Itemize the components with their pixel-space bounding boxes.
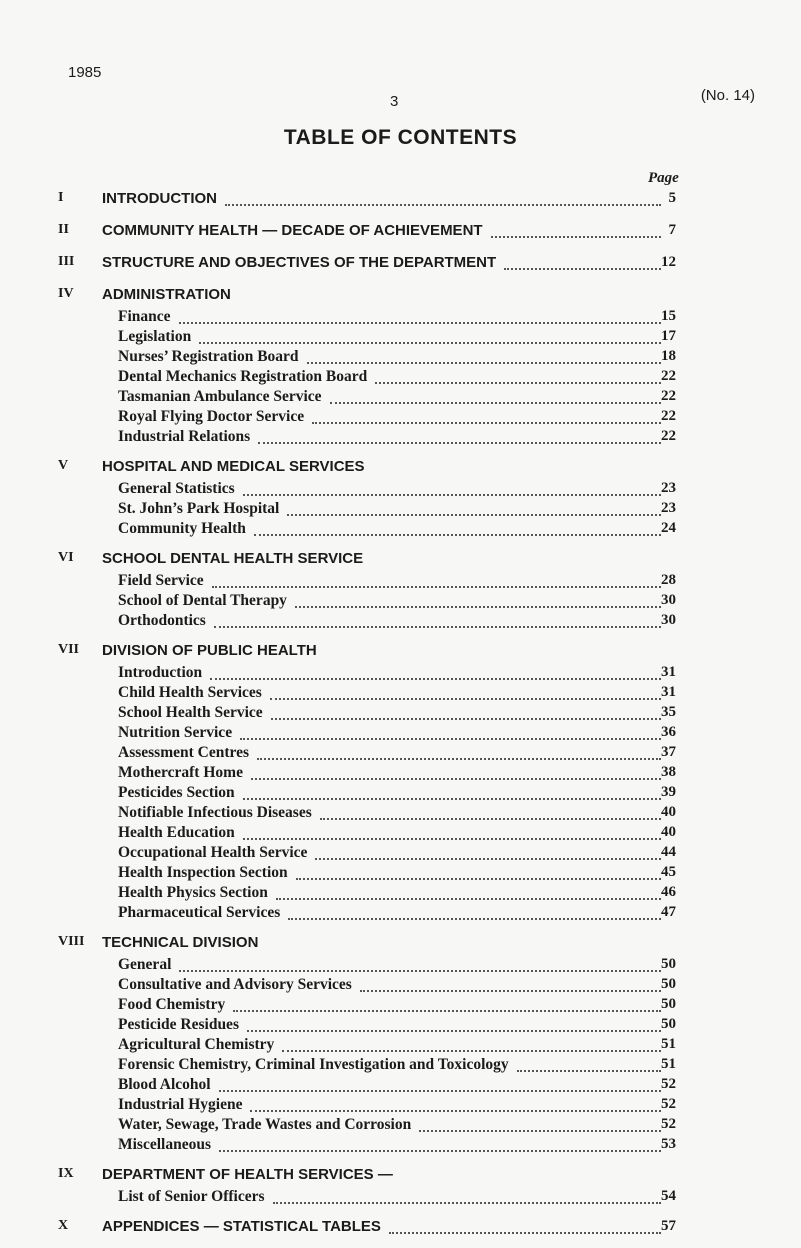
toc-entry-label: Nutrition Service <box>118 724 233 741</box>
toc-entry-page-number: 23 <box>661 500 676 516</box>
dot-leader <box>233 1009 661 1012</box>
toc-entry[interactable] <box>0 974 801 994</box>
dot-leader <box>320 817 661 820</box>
toc-entry-page-number: 31 <box>661 664 676 680</box>
toc-entry-page-number: 24 <box>661 520 676 536</box>
toc-entry-label: Health Inspection Section <box>118 864 288 881</box>
dot-leader <box>419 1129 661 1132</box>
dot-leader <box>312 421 661 424</box>
toc-entry-label: Consultative and Advisory Services <box>118 976 352 993</box>
toc-entry-label: Pesticide Residues <box>118 1016 239 1033</box>
page-number: 3 <box>390 93 399 110</box>
toc-entry[interactable] <box>0 570 801 590</box>
toc-section <box>0 1164 801 1206</box>
toc-entry-page-number: 30 <box>661 592 676 608</box>
toc-entry-page-number: 54 <box>661 1188 676 1204</box>
toc-entry[interactable] <box>0 902 801 922</box>
dot-leader <box>219 1149 661 1152</box>
toc-section-heading[interactable] <box>0 1216 801 1238</box>
dot-leader <box>296 877 661 880</box>
section-numeral: III <box>58 254 75 269</box>
section-title: APPENDICES — STATISTICAL TABLES <box>102 1218 381 1235</box>
toc-entry[interactable] <box>0 1114 801 1134</box>
dot-leader <box>247 1029 661 1032</box>
section-numeral: IV <box>58 286 74 301</box>
toc-entry[interactable] <box>0 1094 801 1114</box>
toc-section-heading[interactable] <box>0 188 801 210</box>
page-title: TABLE OF CONTENTS <box>283 126 518 149</box>
toc-entry-page-number: 15 <box>661 308 676 324</box>
section-page-number: 12 <box>661 254 676 270</box>
section-numeral: II <box>58 222 69 237</box>
toc-entry-page-number: 50 <box>661 976 676 992</box>
dot-leader <box>219 1089 661 1092</box>
section-numeral: IX <box>58 1166 74 1181</box>
toc-entry[interactable] <box>0 782 801 802</box>
toc-entry[interactable] <box>0 386 801 406</box>
toc-entry[interactable] <box>0 862 801 882</box>
toc-entry-label: Community Health <box>118 520 246 537</box>
toc-entry[interactable] <box>0 306 801 326</box>
dot-leader <box>212 585 661 588</box>
toc-entry-page-number: 37 <box>661 744 676 760</box>
toc-entry-label: Forensic Chemistry, Criminal Investigation and Toxicology <box>118 1056 509 1073</box>
toc-entry[interactable] <box>0 326 801 346</box>
section-page-number: 57 <box>661 1218 676 1234</box>
section-numeral: VI <box>58 550 74 565</box>
toc-entry-label: Finance <box>118 308 171 325</box>
toc-entry[interactable] <box>0 682 801 702</box>
toc-entry-label: Occupational Health Service <box>118 844 308 861</box>
dot-leader <box>517 1069 661 1072</box>
section-title: INTRODUCTION <box>102 190 217 207</box>
toc-entry-label: Health Education <box>118 824 235 841</box>
toc-entry-page-number: 51 <box>661 1036 676 1052</box>
dot-leader <box>307 361 661 364</box>
toc-entry-label: Notifiable Infectious Diseases <box>118 804 312 821</box>
section-title: SCHOOL DENTAL HEALTH SERVICE <box>102 550 364 567</box>
toc-entry-label: Miscellaneous <box>118 1136 211 1153</box>
dot-leader <box>271 717 661 720</box>
dot-leader <box>243 493 661 496</box>
dot-leader <box>251 777 661 780</box>
toc-section <box>0 456 801 538</box>
toc-entry-label: St. John’s Park Hospital <box>118 500 280 517</box>
dot-leader <box>330 401 661 404</box>
toc-entry-label: Tasmanian Ambulance Service <box>118 388 322 405</box>
toc-entry-page-number: 40 <box>661 804 676 820</box>
toc-entry-page-number: 18 <box>661 348 676 364</box>
toc-section <box>0 1216 801 1238</box>
toc-entry-page-number: 39 <box>661 784 676 800</box>
toc-entry-page-number: 23 <box>661 480 676 496</box>
table-of-contents <box>0 188 801 1248</box>
toc-entry[interactable] <box>0 1186 801 1206</box>
dot-leader <box>254 533 661 536</box>
dot-leader <box>179 321 661 324</box>
toc-entry-page-number: 46 <box>661 884 676 900</box>
toc-entry-label: Nurses’ Registration Board <box>118 348 299 365</box>
dot-leader <box>243 837 661 840</box>
toc-entry-label: Industrial Hygiene <box>118 1096 243 1113</box>
toc-entry[interactable] <box>0 662 801 682</box>
toc-entry[interactable] <box>0 590 801 610</box>
toc-entry-page-number: 47 <box>661 904 676 920</box>
dot-leader <box>491 235 661 238</box>
dot-leader <box>210 677 661 680</box>
toc-entry-label: Introduction <box>118 664 203 681</box>
toc-entry-label: Pesticides Section <box>118 784 235 801</box>
section-title: STRUCTURE AND OBJECTIVES OF THE DEPARTMENT <box>102 254 497 271</box>
toc-entry[interactable] <box>0 1074 801 1094</box>
toc-entry-page-number: 22 <box>661 368 676 384</box>
toc-entry-page-number: 50 <box>661 956 676 972</box>
toc-entry-label: Blood Alcohol <box>118 1076 211 1093</box>
toc-section-heading[interactable] <box>0 220 801 242</box>
toc-section <box>0 284 801 446</box>
dot-leader <box>282 1049 661 1052</box>
toc-entry-label: Assessment Centres <box>118 744 250 761</box>
section-page-number: 7 <box>668 222 676 238</box>
dot-leader <box>389 1231 661 1234</box>
dot-leader <box>214 625 661 628</box>
toc-entry[interactable] <box>0 1034 801 1054</box>
toc-entry-page-number: 17 <box>661 328 676 344</box>
toc-entry-label: Field Service <box>118 572 204 589</box>
toc-entry-label: Legislation <box>118 328 192 345</box>
toc-entry[interactable] <box>0 1054 801 1074</box>
dot-leader <box>315 857 661 860</box>
toc-entry-page-number: 52 <box>661 1076 676 1092</box>
toc-section <box>0 220 801 242</box>
toc-entry[interactable] <box>0 954 801 974</box>
toc-entry-page-number: 50 <box>661 1016 676 1032</box>
toc-entry[interactable] <box>0 406 801 426</box>
toc-entry-label: Water, Sewage, Trade Wastes and Corrosion <box>118 1116 412 1133</box>
toc-section-heading[interactable] <box>0 1164 801 1186</box>
toc-entry-page-number: 28 <box>661 572 676 588</box>
toc-entry[interactable] <box>0 478 801 498</box>
dot-leader <box>258 441 661 444</box>
toc-entry[interactable] <box>0 742 801 762</box>
toc-entry-page-number: 22 <box>661 428 676 444</box>
toc-entry-page-number: 31 <box>661 684 676 700</box>
toc-section-heading[interactable] <box>0 640 801 662</box>
toc-entry-label: Agricultural Chemistry <box>118 1036 275 1053</box>
toc-entry-page-number: 53 <box>661 1136 676 1152</box>
toc-entry-label: Royal Flying Doctor Service <box>118 408 305 425</box>
toc-entry[interactable] <box>0 702 801 722</box>
dot-leader <box>240 737 661 740</box>
toc-section <box>0 548 801 630</box>
document-year: 1985 <box>68 64 102 81</box>
section-title: COMMUNITY HEALTH — DECADE OF ACHIEVEMENT <box>102 222 483 239</box>
toc-section <box>0 188 801 210</box>
toc-entry[interactable] <box>0 882 801 902</box>
section-numeral: V <box>58 458 69 473</box>
toc-entry-page-number: 35 <box>661 704 676 720</box>
toc-section <box>0 252 801 274</box>
toc-entry-label: General <box>118 956 172 973</box>
toc-entry-label: School of Dental Therapy <box>118 592 287 609</box>
page-column-label: Page <box>648 170 679 186</box>
dot-leader <box>375 381 661 384</box>
dot-leader <box>287 513 661 516</box>
toc-entry-label: Health Physics Section <box>118 884 268 901</box>
toc-section <box>0 932 801 1154</box>
section-numeral: VII <box>58 642 80 657</box>
toc-entry[interactable] <box>0 366 801 386</box>
toc-entry-page-number: 22 <box>661 388 676 404</box>
section-title: TECHNICAL DIVISION <box>102 934 259 951</box>
dot-leader <box>276 897 661 900</box>
toc-entry[interactable] <box>0 426 801 446</box>
section-title: ADMINISTRATION <box>102 286 231 303</box>
toc-section-heading[interactable] <box>0 456 801 478</box>
toc-entry-label: School Health Service <box>118 704 263 721</box>
dot-leader <box>360 989 661 992</box>
dot-leader <box>504 267 661 270</box>
toc-section-heading[interactable] <box>0 252 801 274</box>
toc-section-heading[interactable] <box>0 284 801 306</box>
issue-number: (No. 14) <box>700 87 755 104</box>
dot-leader <box>199 341 661 344</box>
toc-entry-page-number: 52 <box>661 1116 676 1132</box>
toc-entry-page-number: 52 <box>661 1096 676 1112</box>
toc-entry-label: Food Chemistry <box>118 996 226 1013</box>
section-title: HOSPITAL AND MEDICAL SERVICES <box>102 458 365 475</box>
toc-entry[interactable] <box>0 610 801 630</box>
toc-entry-page-number: 38 <box>661 764 676 780</box>
toc-entry-label: General Statistics <box>118 480 235 497</box>
dot-leader <box>295 605 661 608</box>
toc-section-heading[interactable] <box>0 548 801 570</box>
toc-entry[interactable] <box>0 994 801 1014</box>
toc-entry-page-number: 44 <box>661 844 676 860</box>
toc-entry[interactable] <box>0 842 801 862</box>
toc-entry-page-number: 51 <box>661 1056 676 1072</box>
toc-entry[interactable] <box>0 822 801 842</box>
dot-leader <box>179 969 661 972</box>
toc-entry[interactable] <box>0 1014 801 1034</box>
toc-entry[interactable] <box>0 1134 801 1154</box>
section-page-number: 5 <box>668 190 676 206</box>
dot-leader <box>250 1109 661 1112</box>
toc-entry-page-number: 22 <box>661 408 676 424</box>
toc-entry-page-number: 40 <box>661 824 676 840</box>
toc-entry[interactable] <box>0 802 801 822</box>
toc-section <box>0 640 801 922</box>
section-numeral: VIII <box>58 934 85 949</box>
section-numeral: I <box>58 190 64 205</box>
dot-leader <box>270 697 661 700</box>
section-title: DIVISION OF PUBLIC HEALTH <box>102 642 317 659</box>
dot-leader <box>288 917 661 920</box>
toc-entry[interactable] <box>0 762 801 782</box>
section-title: DEPARTMENT OF HEALTH SERVICES — <box>102 1166 393 1183</box>
toc-entry-label: Industrial Relations <box>118 428 251 445</box>
toc-entry-page-number: 36 <box>661 724 676 740</box>
toc-entry-label: Child Health Services <box>118 684 262 701</box>
toc-entry-label: Mothercraft Home <box>118 764 243 781</box>
dot-leader <box>225 203 661 206</box>
dot-leader <box>273 1201 661 1204</box>
toc-entry-page-number: 45 <box>661 864 676 880</box>
toc-entry[interactable] <box>0 722 801 742</box>
toc-entry-label: Pharmaceutical Services <box>118 904 281 921</box>
toc-entry-page-number: 50 <box>661 996 676 1012</box>
dot-leader <box>257 757 661 760</box>
toc-entry-page-number: 30 <box>661 612 676 628</box>
toc-entry[interactable] <box>0 518 801 538</box>
toc-entry[interactable] <box>0 498 801 518</box>
toc-entry-label: List of Senior Officers <box>118 1188 265 1205</box>
toc-section-heading[interactable] <box>0 932 801 954</box>
toc-entry-label: Dental Mechanics Registration Board <box>118 368 368 385</box>
toc-entry-label: Orthodontics <box>118 612 206 629</box>
section-numeral: X <box>58 1218 69 1233</box>
toc-entry[interactable] <box>0 346 801 366</box>
dot-leader <box>243 797 661 800</box>
